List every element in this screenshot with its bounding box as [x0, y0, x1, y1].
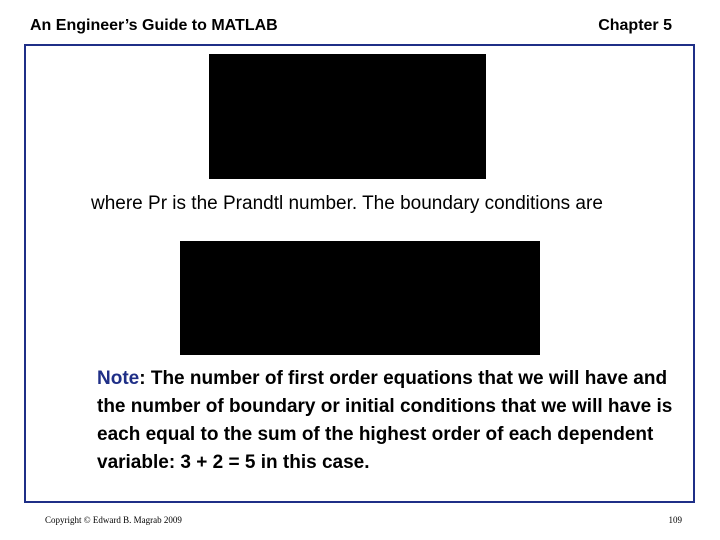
body-paragraph: where Pr is the Prandtl number. The boundary conditions are	[91, 193, 603, 214]
chapter-label: Chapter 5	[598, 17, 672, 34]
note-paragraph	[97, 365, 677, 477]
page-number: 109	[668, 515, 682, 525]
copyright-text: Copyright © Edward B. Magrab 2009	[45, 515, 182, 525]
note-label: Note	[97, 368, 140, 389]
note-text: : The number of first order equations that we will have and the number of boundary or initial conditions that we will have is each equal to the sum of the highest order of each dependent variable: 3 + 2 = 5 in this case.	[97, 368, 673, 473]
equation-image-2	[180, 241, 540, 355]
equation-image-1	[209, 54, 486, 179]
document-title: An Engineer’s Guide to MATLAB	[30, 17, 278, 34]
